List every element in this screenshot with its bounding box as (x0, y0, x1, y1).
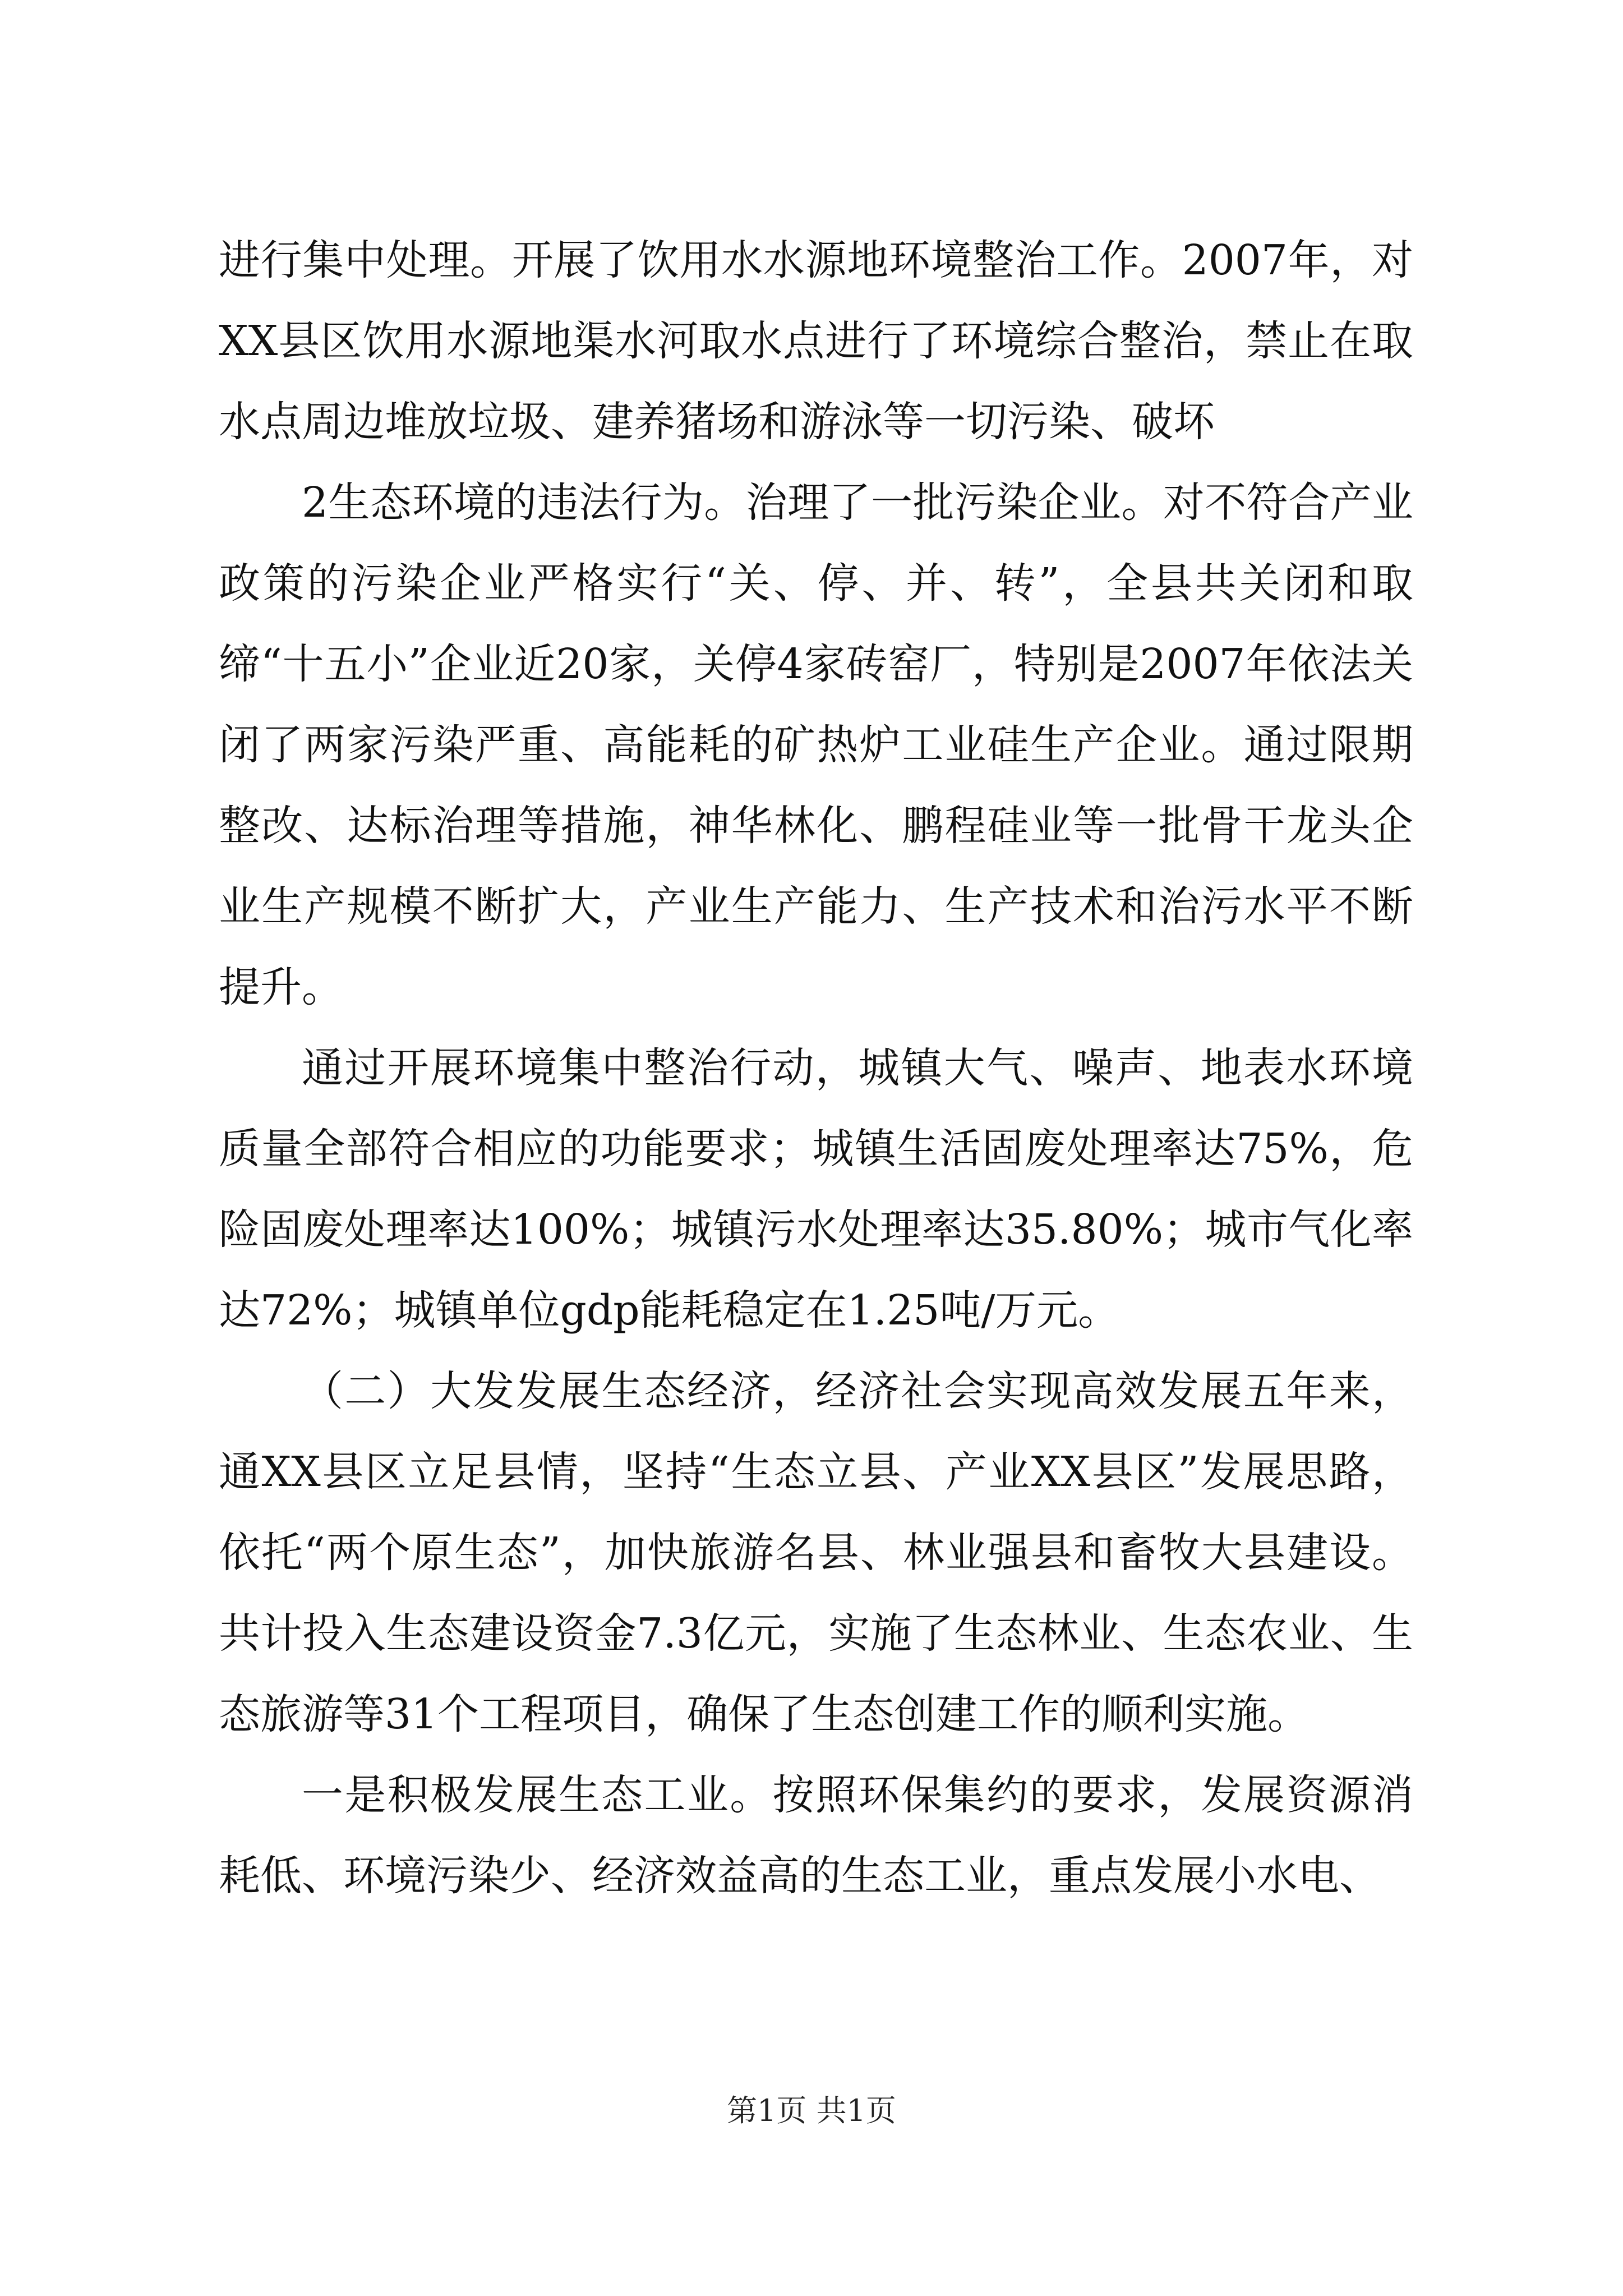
page-footer: 第1页 共1页 (727, 2093, 896, 2128)
paragraph-5: 一是积极发展生态工业。按照环保集约的要求，发展资源消耗低、环境污染少、经济效益高的生态工业，重点发展小水电、 (219, 1771, 1413, 1900)
document-body (219, 220, 1413, 1916)
paragraph-4: （二）大发发展生态经济，经济社会实现高效发展五年来，通XX县区立足县情，坚持“生态立县、产业XX县区”发展思路，依托“两个原生态”，加快旅游名县、林业强县和畜牧大县建设。共计投入生态建设资金7.3亿元，实施了生态林业、生态农业、生态旅游等31个工程项目，确保了生态创建工作的顺利实施。 (219, 1367, 1413, 1738)
paragraph-3: 通过开展环境集中整治行动，城镇大气、噪声、地表水环境质量全部符合相应的功能要求；城镇生活固废处理率达75%，危险固废处理率达100%；城镇污水处理率达35.80%；城市气化率达72%；城镇单位gdp能耗稳定在1.25吨/万元。 (219, 1044, 1413, 1335)
paragraph-1: 进行集中处理。开展了饮用水水源地环境整治工作。2007年，对XX县区饮用水源地渠水河取水点进行了环境综合整治，禁止在取水点周边堆放垃圾、建养猪场和游泳等一切污染、破坏 (219, 236, 1413, 446)
paragraph-2: 2生态环境的违法行为。治理了一批污染企业。对不符合产业政策的污染企业严格实行“关、停、并、转”，全县共关闭和取缔“十五小”企业近20家，关停4家砖窑厂，特别是2007年依法关闭了两家污染严重、高能耗的矿热炉工业硅生产企业。通过限期整改、达标治理等措施，神华林化、鹏程硅业等一批骨干龙头企业生产规模不断扩大，产业生产能力、生产技术和治污水平不断提升。 (219, 478, 1413, 1011)
